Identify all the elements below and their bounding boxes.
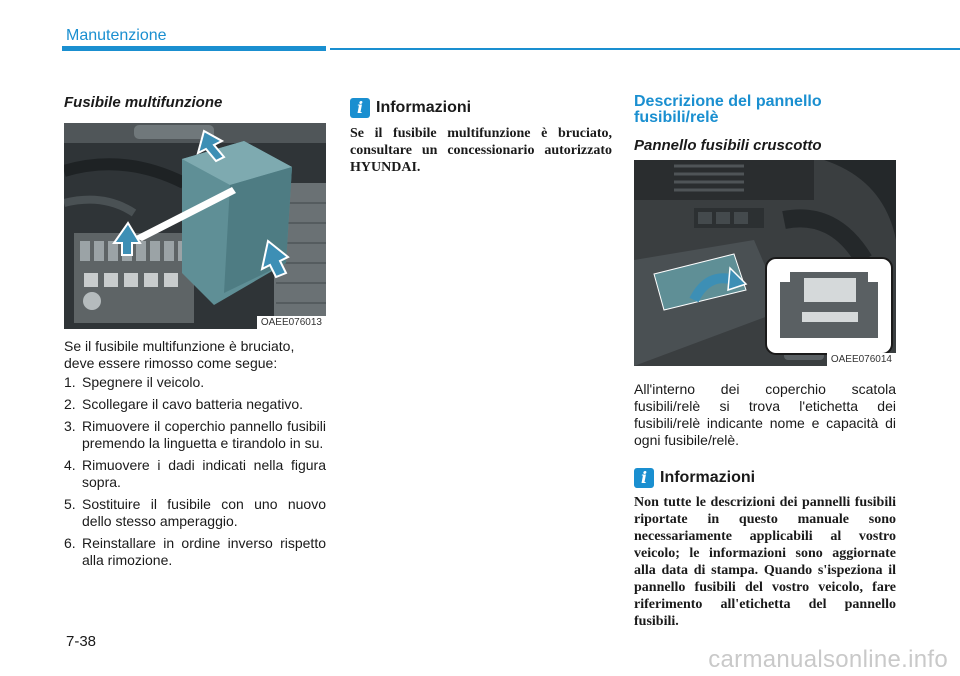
list-item: 4. Rimuovere i dadi indicati nella figura sopra. <box>64 457 326 490</box>
list-item: 5. Sostituire il fusibile con uno nuovo dello stesso amperaggio. <box>64 496 326 529</box>
info-heading <box>634 468 755 488</box>
multifuse-intro: Se il fusibile multifunzione è bruciato, deve essere rimosso come segue: <box>64 338 295 371</box>
dashboard-fuse-panel-subtitle: Pannello fusibili cruscotto <box>634 137 822 154</box>
info-heading <box>350 98 471 118</box>
list-item: 1. Spegnere il veicolo. <box>64 374 205 390</box>
fuse-panel-description: All'interno dei coperchio scatola fusibili/relè si trova l'etichetta dei fusibili/relè indicante nome e capacità di ogni fusibile/relè. <box>634 381 896 448</box>
info-title: Informazioni <box>376 99 472 117</box>
info-text: Se il fusibile multifunzione è bruciato, consultare un concessionario autorizzato HYUNDAI. <box>350 126 612 175</box>
image-code-label: OAEE076013 <box>257 316 326 329</box>
dashboard-fuse-panel-photo <box>634 160 896 366</box>
watermark: carmanualsonline.info <box>708 646 948 673</box>
fuse-panel-description-title: Descrizione del pannello fusibili/relè <box>634 93 822 126</box>
section-title: Manutenzione <box>66 27 167 44</box>
multifuse-title: Fusibile multifunzione <box>64 94 223 111</box>
dashboard-fuse-panel-illustration <box>634 160 896 366</box>
header-rule-thick <box>62 46 326 51</box>
header-rule-thin <box>330 48 960 50</box>
info-icon: i <box>634 468 654 488</box>
engine-fuse-box-illustration <box>64 123 326 329</box>
list-item: 3. Rimuovere il coperchio pannello fusibili premendo la linguetta e tirandolo in su. <box>64 418 326 451</box>
info-title: Informazioni <box>660 469 756 487</box>
info-text: Non tutte le descrizioni dei pannelli fusibili riportate in questo manuale sono necessariamente applicabili al vostro veicolo; le informazioni sono aggiornate alla data di stampa. Quando s'ispeziona il pannello fusibili del vostro veicolo, fare riferimento all'etichetta del pannello fusibili. <box>634 495 896 629</box>
image-code-label: OAEE076014 <box>827 353 896 366</box>
replacement-steps <box>64 374 326 574</box>
list-item: 6. Reinstallare in ordine inverso rispetto alla rimozione. <box>64 535 326 568</box>
page-number: 7-38 <box>66 633 97 650</box>
info-icon: i <box>350 98 370 118</box>
engine-fuse-box-photo <box>64 123 326 329</box>
list-item: 2. Scollegare il cavo batteria negativo. <box>64 396 304 412</box>
